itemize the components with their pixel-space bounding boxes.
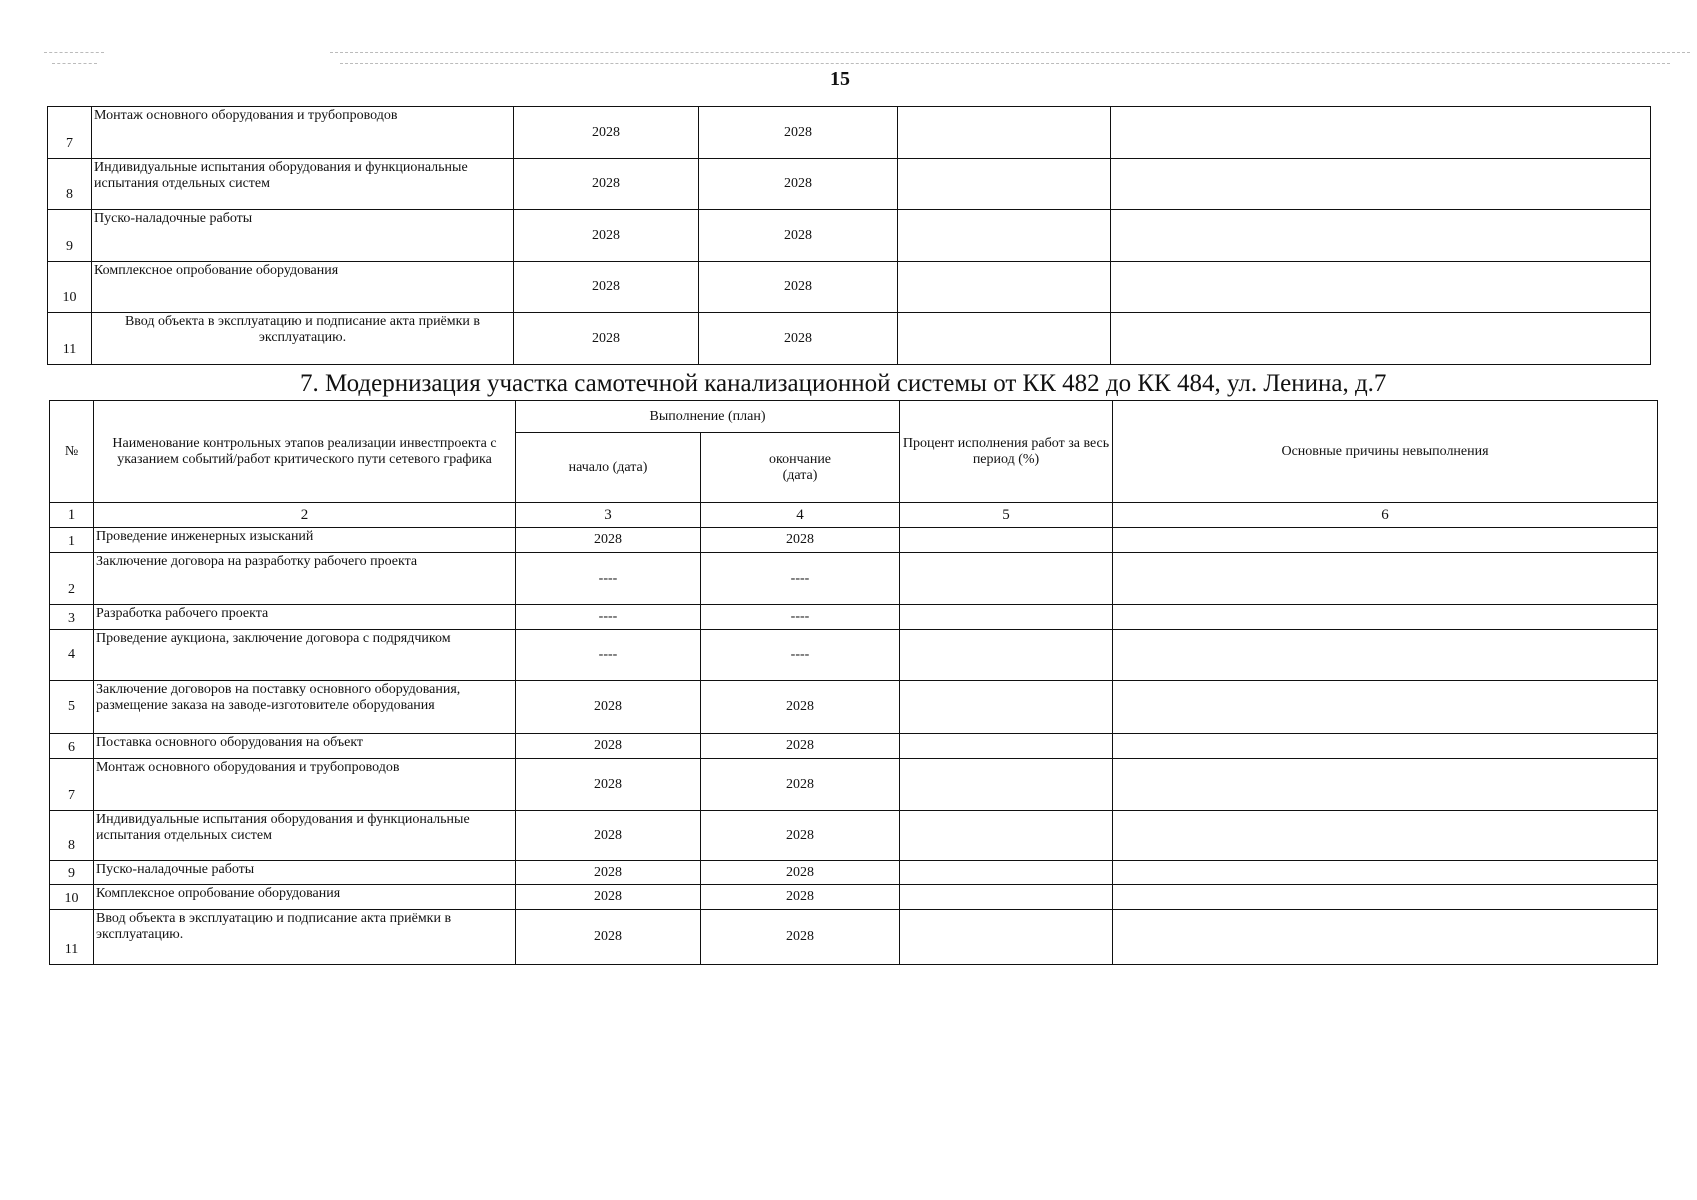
- section-title: 7. Модернизация участка самотечной канализационной системы от КК 482 до КК 484, ул. Ленина, д.7: [300, 370, 1387, 397]
- stage-name: Ввод объекта в эксплуатацию и подписание акта приёмки в эксплуатацию.: [94, 910, 516, 965]
- reasons-cell: [1111, 159, 1651, 210]
- scan-artifact-line: [330, 52, 1690, 53]
- percent-cell: [898, 107, 1111, 159]
- end-date: 2028: [701, 811, 900, 861]
- percent-cell: [898, 262, 1111, 313]
- table-row: [50, 861, 1658, 885]
- reasons-cell: [1111, 262, 1651, 313]
- table-row: [48, 159, 1651, 210]
- column-index: 6: [1113, 503, 1658, 528]
- schedule-table: [49, 400, 1658, 965]
- percent-cell: [900, 681, 1113, 734]
- row-number: 11: [48, 313, 92, 365]
- row-number: 3: [50, 605, 94, 630]
- stage-name: Ввод объекта в эксплуатацию и подписание акта приёмки в эксплуатацию.: [92, 313, 514, 365]
- reasons-cell: [1111, 107, 1651, 159]
- start-date: ----: [516, 630, 701, 681]
- row-number: 7: [48, 107, 92, 159]
- table-row: [50, 681, 1658, 734]
- table-row: [50, 885, 1658, 910]
- row-number: 10: [50, 885, 94, 910]
- reasons-cell: [1113, 910, 1658, 965]
- end-date: ----: [701, 630, 900, 681]
- percent-cell: [900, 811, 1113, 861]
- stage-name: Индивидуальные испытания оборудования и функциональные испытания отдельных систем: [94, 811, 516, 861]
- start-date: 2028: [514, 107, 699, 159]
- column-index: 5: [900, 503, 1113, 528]
- end-date: 2028: [699, 313, 898, 365]
- column-index: 1: [50, 503, 94, 528]
- start-date: 2028: [514, 159, 699, 210]
- column-index: 3: [516, 503, 701, 528]
- page-number: 15: [830, 68, 850, 90]
- stage-name: Пуско-наладочные работы: [92, 210, 514, 262]
- end-date: 2028: [701, 885, 900, 910]
- start-date: 2028: [516, 734, 701, 759]
- table-row: [50, 605, 1658, 630]
- percent-cell: [898, 313, 1111, 365]
- stage-name: Заключение договора на разработку рабочего проекта: [94, 553, 516, 605]
- header-stage-name: Наименование контрольных этапов реализации инвестпроекта с указанием событий/работ критического пути сетевого графика: [94, 401, 516, 503]
- column-index-row: [50, 503, 1658, 528]
- reasons-cell: [1111, 210, 1651, 262]
- end-date: 2028: [699, 107, 898, 159]
- start-date: 2028: [516, 861, 701, 885]
- header-start-date: начало (дата): [516, 433, 701, 503]
- reasons-cell: [1111, 313, 1651, 365]
- start-date: ----: [516, 605, 701, 630]
- end-date: ----: [701, 605, 900, 630]
- header-number: №: [50, 401, 94, 503]
- start-date: 2028: [514, 313, 699, 365]
- start-date: 2028: [516, 811, 701, 861]
- start-date: 2028: [514, 210, 699, 262]
- reasons-cell: [1113, 605, 1658, 630]
- reasons-cell: [1113, 759, 1658, 811]
- percent-cell: [900, 528, 1113, 553]
- percent-cell: [898, 210, 1111, 262]
- row-number: 8: [48, 159, 92, 210]
- header-reasons: Основные причины невыполнения: [1113, 401, 1658, 503]
- table-row: [48, 262, 1651, 313]
- header-row: [50, 401, 1658, 433]
- table-row: [50, 910, 1658, 965]
- percent-cell: [900, 734, 1113, 759]
- start-date: 2028: [514, 262, 699, 313]
- row-number: 7: [50, 759, 94, 811]
- end-date: 2028: [701, 734, 900, 759]
- table-row: [48, 107, 1651, 159]
- reasons-cell: [1113, 553, 1658, 605]
- table-row: [50, 811, 1658, 861]
- table-row: [50, 528, 1658, 553]
- row-number: 9: [48, 210, 92, 262]
- end-date: ----: [701, 553, 900, 605]
- stage-name: Проведение аукциона, заключение договора с подрядчиком: [94, 630, 516, 681]
- reasons-cell: [1113, 885, 1658, 910]
- stage-name: Заключение договоров на поставку основного оборудования, размещение заказа на заводе-изготовителе оборудования: [94, 681, 516, 734]
- start-date: 2028: [516, 681, 701, 734]
- end-date: 2028: [701, 759, 900, 811]
- end-date: 2028: [701, 681, 900, 734]
- scan-artifact-line: [44, 52, 104, 53]
- row-number: 6: [50, 734, 94, 759]
- column-index: 4: [701, 503, 900, 528]
- header-percent: Процент исполнения работ за весь период (%): [900, 401, 1113, 503]
- end-date: 2028: [699, 262, 898, 313]
- percent-cell: [900, 630, 1113, 681]
- continued-schedule-table: [47, 106, 1651, 365]
- row-number: 10: [48, 262, 92, 313]
- stage-name: Индивидуальные испытания оборудования и функциональные испытания отдельных систем: [92, 159, 514, 210]
- stage-name: Разработка рабочего проекта: [94, 605, 516, 630]
- percent-cell: [900, 885, 1113, 910]
- scan-artifact-line: [340, 63, 1670, 64]
- percent-cell: [900, 553, 1113, 605]
- reasons-cell: [1113, 861, 1658, 885]
- start-date: ----: [516, 553, 701, 605]
- column-index: 2: [94, 503, 516, 528]
- table-row: [50, 630, 1658, 681]
- percent-cell: [900, 605, 1113, 630]
- end-date: 2028: [701, 861, 900, 885]
- table-row: [48, 210, 1651, 262]
- row-number: 2: [50, 553, 94, 605]
- percent-cell: [900, 759, 1113, 811]
- row-number: 5: [50, 681, 94, 734]
- start-date: 2028: [516, 528, 701, 553]
- row-number: 4: [50, 630, 94, 681]
- stage-name: Поставка основного оборудования на объект: [94, 734, 516, 759]
- stage-name: Проведение инженерных изысканий: [94, 528, 516, 553]
- row-number: 11: [50, 910, 94, 965]
- table-row: [50, 553, 1658, 605]
- start-date: 2028: [516, 910, 701, 965]
- reasons-cell: [1113, 630, 1658, 681]
- end-date: 2028: [701, 910, 900, 965]
- end-date: 2028: [699, 159, 898, 210]
- stage-name: Монтаж основного оборудования и трубопроводов: [94, 759, 516, 811]
- row-number: 1: [50, 528, 94, 553]
- percent-cell: [900, 910, 1113, 965]
- header-execution-plan: Выполнение (план): [516, 401, 900, 433]
- percent-cell: [900, 861, 1113, 885]
- table-row: [48, 313, 1651, 365]
- stage-name: Пуско-наладочные работы: [94, 861, 516, 885]
- scan-artifact-line: [52, 63, 97, 64]
- reasons-cell: [1113, 734, 1658, 759]
- stage-name: Комплексное опробование оборудования: [94, 885, 516, 910]
- reasons-cell: [1113, 811, 1658, 861]
- header-end-date: окончание (дата): [701, 433, 900, 503]
- row-number: 9: [50, 861, 94, 885]
- stage-name: Монтаж основного оборудования и трубопроводов: [92, 107, 514, 159]
- end-date: 2028: [699, 210, 898, 262]
- start-date: 2028: [516, 759, 701, 811]
- reasons-cell: [1113, 681, 1658, 734]
- table-row: [50, 759, 1658, 811]
- table-row: [50, 734, 1658, 759]
- reasons-cell: [1113, 528, 1658, 553]
- percent-cell: [898, 159, 1111, 210]
- start-date: 2028: [516, 885, 701, 910]
- end-date: 2028: [701, 528, 900, 553]
- row-number: 8: [50, 811, 94, 861]
- stage-name: Комплексное опробование оборудования: [92, 262, 514, 313]
